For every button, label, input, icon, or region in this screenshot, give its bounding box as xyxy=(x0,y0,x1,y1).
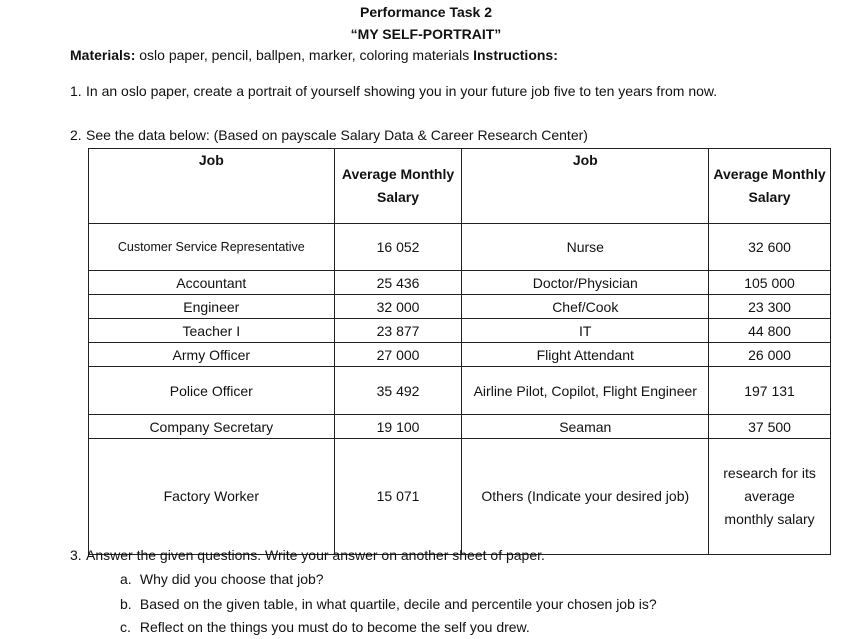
job-cell: Others (Indicate your desired job) xyxy=(462,439,709,555)
table-row xyxy=(89,271,831,295)
header-salary-1: Average Monthly Salary xyxy=(334,149,462,224)
task-title: Performance Task 2 xyxy=(359,4,493,20)
job-cell: Company Secretary xyxy=(89,415,335,439)
table-row xyxy=(89,224,831,271)
header-job-1: Job xyxy=(89,149,335,224)
job-cell: Chef/Cook xyxy=(462,295,709,319)
salary-cell: 26 000 xyxy=(709,343,831,367)
salary-table xyxy=(88,148,831,555)
salary-cell: 197 131 xyxy=(709,367,831,415)
salary-cell: 37 500 xyxy=(709,415,831,439)
job-cell: Doctor/Physician xyxy=(462,271,709,295)
instruction-number: 1. xyxy=(70,83,82,99)
job-cell: Seaman xyxy=(462,415,709,439)
question-a xyxy=(120,571,324,587)
instruction-number: 3. xyxy=(70,547,82,563)
table-row xyxy=(89,319,831,343)
question-letter: c. xyxy=(120,619,131,635)
instruction-number: 2. xyxy=(70,127,82,143)
header-salary-2: Average Monthly Salary xyxy=(709,149,831,224)
materials-label: Materials: xyxy=(70,47,136,63)
salary-cell: 105 000 xyxy=(709,271,831,295)
salary-cell: 16 052 xyxy=(334,224,462,271)
salary-cell: 23 877 xyxy=(334,319,462,343)
question-text: Reflect on the things you must do to become the self you drew. xyxy=(139,619,530,635)
instructions-label: Instructions: xyxy=(473,47,558,63)
salary-cell: 27 000 xyxy=(334,343,462,367)
table-row xyxy=(89,295,831,319)
question-text: Based on the given table, in what quartile, decile and percentile your chosen job is? xyxy=(139,596,657,612)
salary-cell: 19 100 xyxy=(334,415,462,439)
materials-line xyxy=(70,47,558,63)
instruction-3 xyxy=(70,545,545,565)
salary-cell: 32 600 xyxy=(709,224,831,271)
table-row xyxy=(89,439,831,555)
instruction-2 xyxy=(70,125,588,145)
instruction-1 xyxy=(70,81,810,101)
job-cell: Engineer xyxy=(89,295,335,319)
question-letter: b. xyxy=(120,596,132,612)
question-text: Why did you choose that job? xyxy=(139,571,324,587)
question-letter: a. xyxy=(120,571,132,587)
instruction-text: See the data below: (Based on payscale Salary Data & Career Research Center) xyxy=(86,127,588,143)
salary-cell: 23 300 xyxy=(709,295,831,319)
instruction-text: Answer the given questions. Write your answer on another sheet of paper. xyxy=(86,547,545,563)
instruction-text: In an oslo paper, create a portrait of yourself showing you in your future job five to ten years from now. xyxy=(86,83,718,99)
salary-cell: 32 000 xyxy=(334,295,462,319)
job-cell: Customer Service Representative xyxy=(89,224,335,271)
job-cell: Teacher I xyxy=(89,319,335,343)
job-cell: Factory Worker xyxy=(89,439,335,555)
table-row xyxy=(89,367,831,415)
header-job-2: Job xyxy=(462,149,709,224)
salary-cell: research for its average monthly salary xyxy=(709,439,831,555)
salary-cell: 35 492 xyxy=(334,367,462,415)
job-cell: Nurse xyxy=(462,224,709,271)
task-subtitle: “MY SELF-PORTRAIT” xyxy=(350,26,502,42)
salary-cell: 15 071 xyxy=(334,439,462,555)
job-cell: IT xyxy=(462,319,709,343)
job-cell: Police Officer xyxy=(89,367,335,415)
salary-cell: 25 436 xyxy=(334,271,462,295)
job-cell: Airline Pilot, Copilot, Flight Engineer xyxy=(462,367,709,415)
table-row xyxy=(89,415,831,439)
job-cell: Flight Attendant xyxy=(462,343,709,367)
salary-cell: 44 800 xyxy=(709,319,831,343)
question-b xyxy=(120,596,657,612)
job-cell: Army Officer xyxy=(89,343,335,367)
job-cell: Accountant xyxy=(89,271,335,295)
table-header-row xyxy=(89,149,831,224)
question-c xyxy=(120,619,530,635)
materials-text: oslo paper, pencil, ballpen, marker, coloring materials xyxy=(135,47,474,63)
table-row xyxy=(89,343,831,367)
